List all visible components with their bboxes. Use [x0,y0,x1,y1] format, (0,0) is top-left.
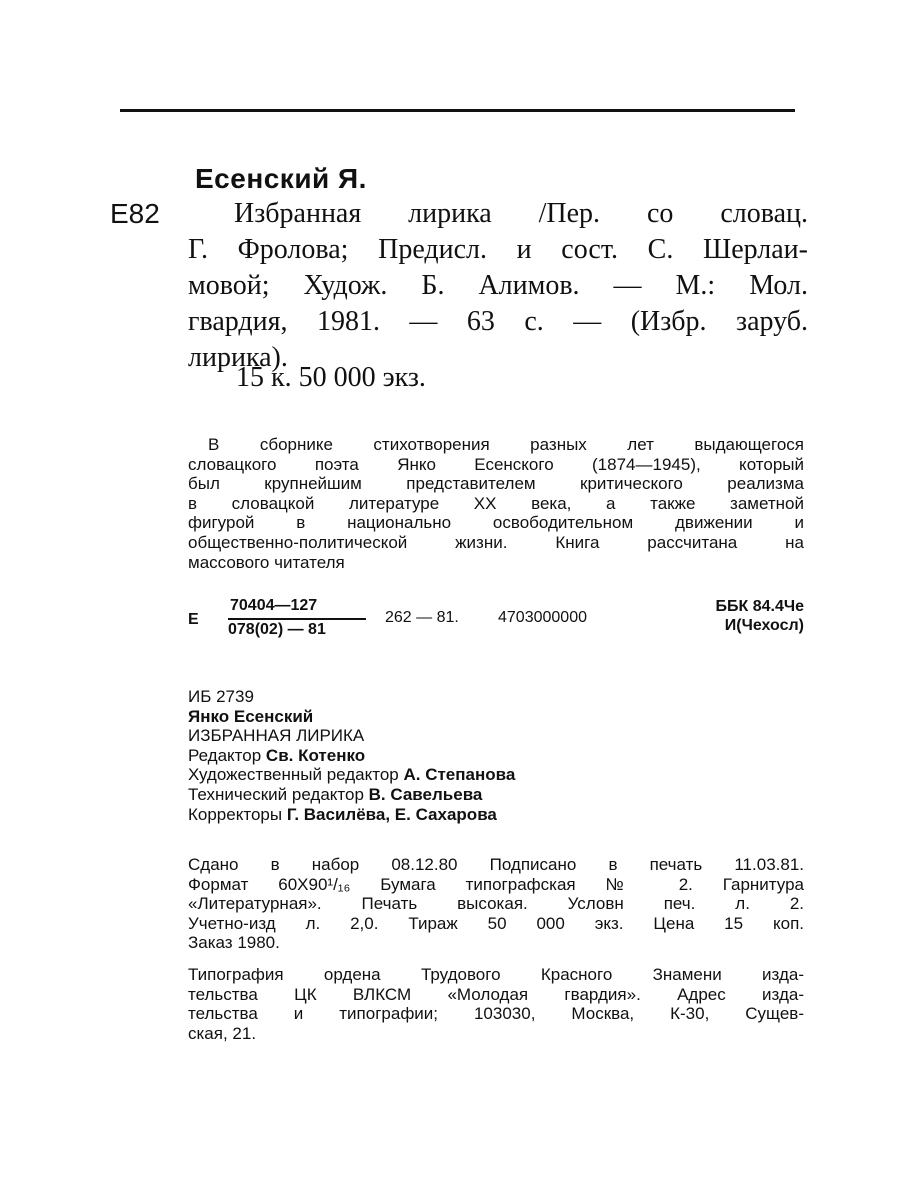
description-line: лирика). [188,342,288,373]
print-details-line: Сдано в набор 08.12.80 Подписано в печать 11.03.81. [188,855,804,874]
print-details-line: Формат 60Х90¹/₁₆ Бумага типографская № 2. Гарнитура [188,874,804,894]
entry-price-and-print-run: 15 к. 50 000 экз. [236,362,426,393]
top-rule-divider [120,109,795,112]
entry-description [188,196,808,376]
printer-line: тельства ЦК ВЛКСМ «Молодая гвардия». Адрес изда- [188,984,804,1004]
print-details-line: «Литературная». Печать высокая. Условн печ. л. 2. [188,894,804,914]
tech-editor-label: Технический редактор [188,784,364,804]
class-letter: Е [188,611,199,628]
annotation [188,435,804,572]
tech-editor-credit [188,785,804,805]
print-details-line: Учетно-изд л. 2,0. Тираж 50 000 экз. Цена 15 коп. [188,913,804,933]
description-line: Г. Фролова; Предисл. и сост. С. Шерлаи- [188,234,808,265]
printer-line: тельства и типографии; 103030, Москва, К-30, Сущев- [188,1004,804,1024]
author-name: Янко Есенский [188,706,314,726]
catalog-number: 4703000000 [498,609,587,626]
annotation-line: массового читателя [188,552,345,572]
colophon [188,687,804,824]
printer-line: Типография ордена Трудового Красного Знамени изда- [188,964,804,984]
annotation-line: был крупнейшим представителем критического реализма [188,474,804,494]
description-line: гвардия, 1981. — 63 с. — (Избр. заруб. [188,306,808,337]
art-editor-label: Художественный редактор [188,765,399,785]
imprint [188,855,804,1043]
correctors-names: Г. Василёва, Е. Сахарова [286,804,497,824]
imprint-spacer [188,953,804,965]
description-line: Избранная лирика /Пер. со словац. [234,198,808,229]
art-editor-name: А. Степанова [403,765,516,785]
fraction-denominator: 078(02) — 81 [228,621,326,638]
ib-number: ИБ 2739 [188,687,254,706]
colophon-title: ИЗБРАННАЯ ЛИРИКА [188,726,365,746]
fraction-bar [228,618,366,620]
print-details-line: Заказ 1980. [188,933,280,953]
art-editor-credit [188,765,804,785]
annotation-line: В сборнике стихотворения разных лет выдающегося [208,435,804,454]
printer-line: ская, 21. [188,1023,257,1043]
annotation-line: в словацкой литературе XX века, а также заметной [188,493,804,513]
classification-code: Е82 [110,198,160,229]
editor-credit [188,746,804,766]
editor-label: Редактор [188,745,262,765]
fraction-suffix: 262 — 81. [385,609,459,626]
correctors-credit [188,805,804,825]
colophon-author [188,707,804,727]
editor-name: Св. Котенко [265,745,366,765]
annotation-line: фигурой в национально освободительном движении и [188,513,804,533]
correctors-label: Корректоры [188,804,283,824]
annotation-line: общественно-политической жизни. Книга рассчитана на [188,532,804,552]
classification-block [188,597,808,647]
description-line: мовой; Худож. Б. Алимов. — М.: Мол. [188,270,808,301]
bbk-index [716,597,805,635]
udk-code: И(Чехосл) [724,617,804,634]
entry-author: Есенский Я. [195,163,367,194]
tech-editor-name: В. Савельева [368,784,483,804]
bbk-code: ББК 84.4Че [715,598,804,615]
fraction-numerator: 70404—127 [230,597,318,614]
annotation-line: словацкого поэта Янко Есенского (1874—1945), который [188,454,804,474]
